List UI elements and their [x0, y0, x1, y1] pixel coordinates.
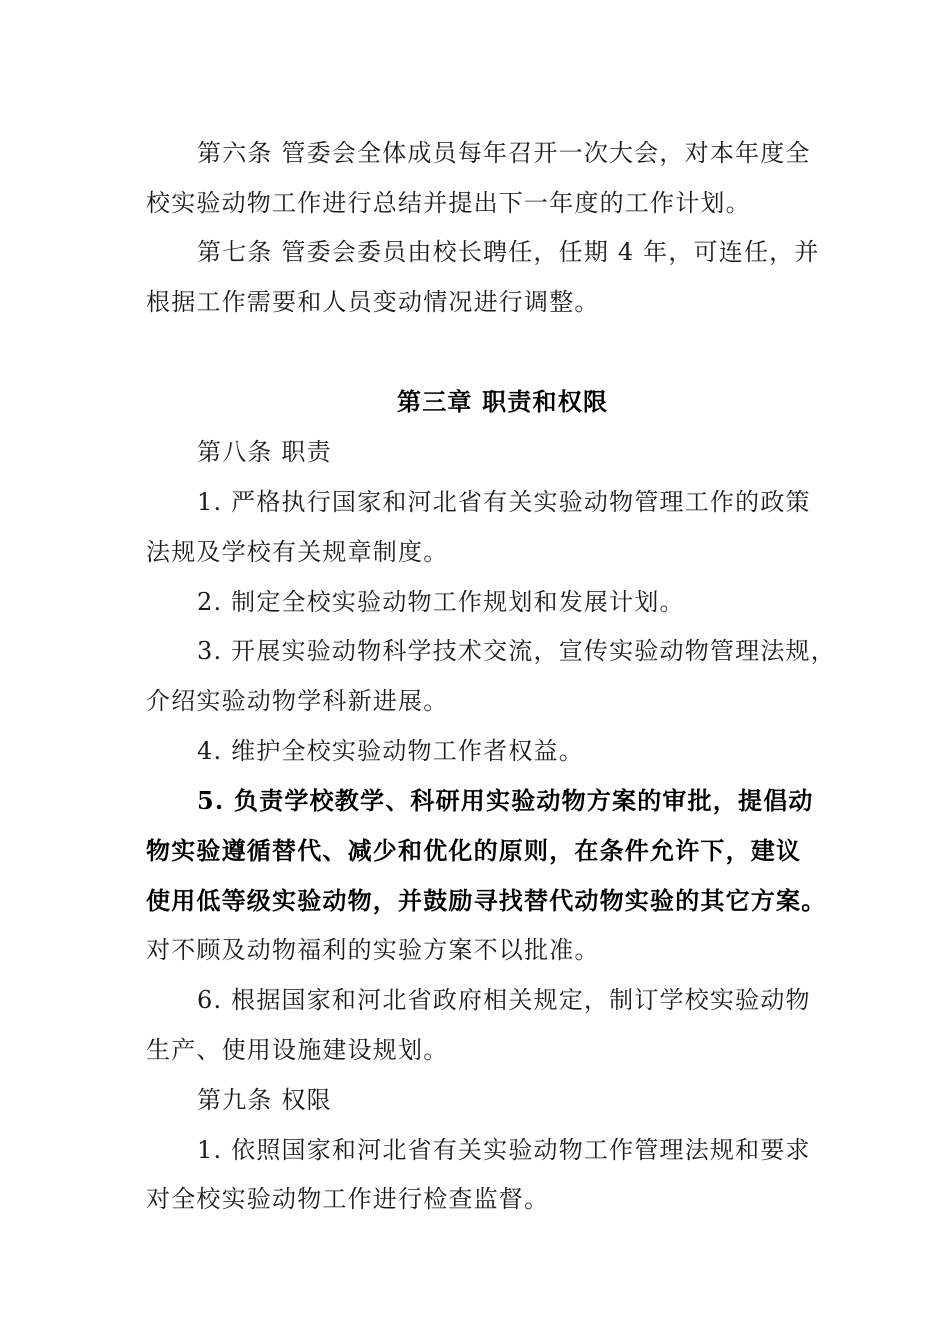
duty-5-line-1: 5. 负责学校教学、科研用实验动物方案的审批，提倡动: [197, 786, 814, 815]
article-8-heading: 第八条 职责: [197, 438, 332, 466]
duty-3-line-1: 3. 开展实验动物科学技术交流，宣传实验动物管理法规，: [197, 637, 836, 665]
chapter-3-heading: 第三章 职责和权限: [397, 387, 609, 416]
authority-1-line-1: 1. 依照国家和河北省有关实验动物工作管理法规和要求: [197, 1136, 811, 1164]
article-6-line-2: 校实验动物工作进行总结并提出下一年度的工作计划。: [146, 189, 751, 217]
article-6-line-1: 第六条 管委会全体成员每年召开一次大会，对本年度全: [197, 139, 811, 167]
duty-6-line-1: 6. 根据国家和河北省政府相关规定，制订学校实验动物: [197, 986, 811, 1014]
duty-5-line-4: 对不顾及动物福利的实验方案不以批准。: [146, 936, 600, 964]
duty-5-line-3: 使用低等级实验动物，并鼓励寻找替代动物实验的其它方案。: [146, 886, 827, 915]
authority-1-line-2: 对全校实验动物工作进行检查监督。: [146, 1185, 550, 1213]
duty-6-line-2: 生产、使用设施建设规划。: [146, 1036, 449, 1064]
article-7-line-2: 根据工作需要和人员变动情况进行调整。: [146, 288, 600, 316]
article-9-heading: 第九条 权限: [197, 1086, 332, 1114]
duty-5-line-2: 物实验遵循替代、减少和优化的原则，在条件允许下，建议: [146, 836, 802, 865]
duty-3-line-2: 介绍实验动物学科新进展。: [146, 687, 449, 715]
duty-4-line: 4. 维护全校实验动物工作者权益。: [197, 737, 584, 765]
duty-1-line-1: 1. 严格执行国家和河北省有关实验动物管理工作的政策: [197, 488, 811, 516]
duty-1-line-2: 法规及学校有关规章制度。: [146, 538, 449, 566]
article-7-line-1: 第七条 管委会委员由校长聘任，任期 4 年，可连任，并: [197, 238, 820, 266]
duty-2-line: 2. 制定全校实验动物工作规划和发展计划。: [197, 588, 685, 616]
